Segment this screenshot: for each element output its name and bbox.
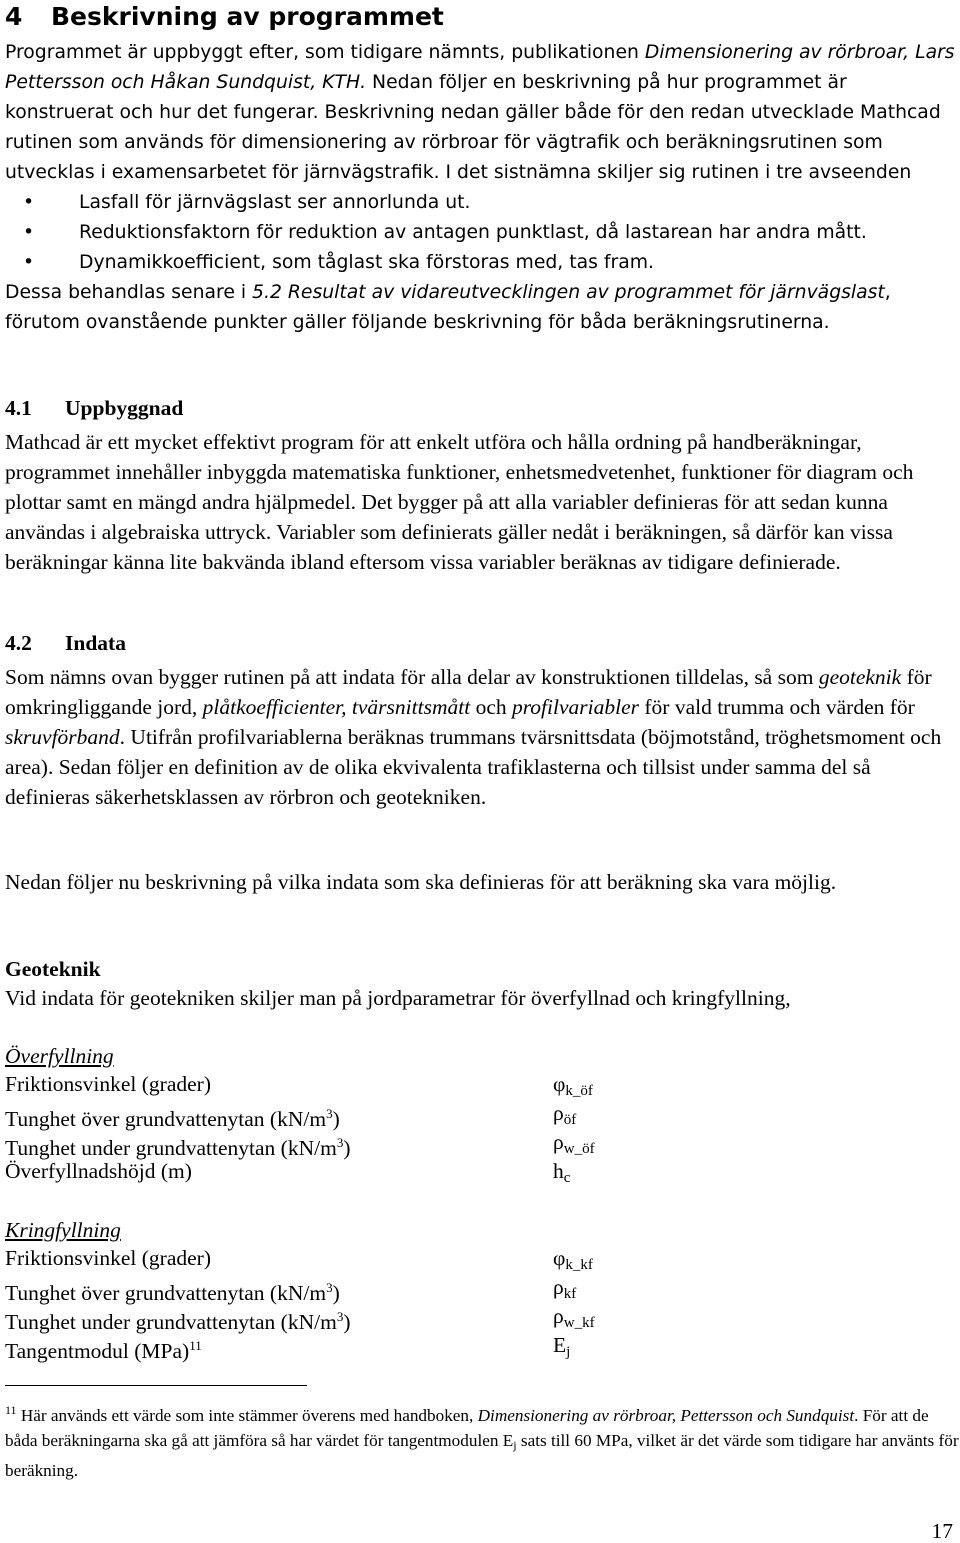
- parameter-row: [5, 1099, 957, 1131]
- list-item: [5, 218, 955, 248]
- parameter-label: Tunghet under grundvattenytan (kN/m: [5, 1310, 337, 1334]
- geoteknik-text: Vid indata för geotekniken skiljer man på jordparametrar för överfyllnad och kringfyllning,: [5, 986, 791, 1010]
- parameter-label: Friktionsvinkel (grader): [5, 1246, 211, 1270]
- symbol-base: ρ: [553, 1101, 564, 1125]
- section-42-paragraph-2: [5, 867, 957, 897]
- footnote: [5, 1398, 960, 1483]
- parameter-label: Tangentmodul (MPa): [5, 1339, 190, 1363]
- parameter-row: [5, 1331, 957, 1363]
- text-run: för vald trumma och värden för: [639, 695, 915, 719]
- intro-text-2: Nedan följer en beskrivning på hur programmet är konstruerat och hur det fungerar. Beskrivning nedan gäller både för den redan utvecklade Mathcad rutinen som används för dimensionering av rörbroar för vägtrafik och beräkningsrutinen som utvecklas i examensarbetet för järnvägstrafik. I det sistnämna skiljer sig rutinen i tre avseenden: [5, 72, 941, 183]
- footnote-reference: 11: [189, 1338, 202, 1353]
- section-41-body: [5, 427, 957, 577]
- emphasis: skruvförband: [5, 725, 120, 749]
- parameter-label-end: ): [332, 1107, 340, 1131]
- parameter-row: [5, 1128, 957, 1160]
- unit-exponent: 3: [326, 1280, 333, 1295]
- symbol-base: φ: [553, 1246, 566, 1270]
- list-item-text: Dynamikkoefficient, som tåglast ska förstoras med, tas fram.: [79, 252, 654, 273]
- text-run: . Utifrån profilvariablerna beräknas trummans tvärsnittsdata (böjmotstånd, tröghetsmoment och area). Sedan följer en definition av de olika ekvivalenta trafiklasterna och tillsist under samma del så definieras säkerhetsklassen av rörbron och geotekniken.: [5, 725, 942, 809]
- symbol-base: φ: [553, 1072, 566, 1096]
- section-heading-42: [5, 628, 957, 658]
- symbol-base: ρ: [553, 1130, 564, 1154]
- bullet-icon: •: [23, 192, 35, 213]
- symbol-subscript: j: [566, 1344, 571, 1360]
- section-42-body: [5, 662, 957, 812]
- section-number: 4.1: [5, 396, 32, 420]
- chapter-heading: [5, 0, 444, 34]
- geoteknik-heading: Geoteknik: [5, 957, 101, 981]
- symbol-base: ρ: [553, 1275, 564, 1299]
- emphasis: profilvariabler: [511, 695, 639, 719]
- parameter-label: Tunghet under grundvattenytan (kN/m: [5, 1136, 337, 1160]
- symbol-base: ρ: [553, 1304, 564, 1328]
- page-number: 17: [931, 1519, 953, 1543]
- parameter-row: [5, 1070, 957, 1099]
- parameter-row: [5, 1157, 957, 1186]
- symbol-base: h: [553, 1159, 564, 1183]
- parameter-symbol: [553, 1157, 570, 1193]
- emphasis: geoteknik: [818, 665, 902, 689]
- symbol-subscript: w_öf: [563, 1141, 595, 1157]
- emphasis: plåtkoefficienter, tvärsnittsmått: [202, 695, 471, 719]
- closing-text-2: , förutom ovanstående punkter gäller följande beskrivning för båda beräkningsrutinerna.: [5, 282, 891, 333]
- paragraph-text: Nedan följer nu beskrivning på vilka indata som ska definieras för att beräkning ska vara möjlig.: [5, 870, 837, 894]
- difference-list: [5, 188, 955, 278]
- symbol-subscript: k_öf: [565, 1083, 593, 1099]
- symbol-base: E: [553, 1333, 567, 1357]
- parameter-label: Överfyllnadshöjd (m): [5, 1159, 192, 1183]
- section-title: Uppbyggnad: [65, 396, 184, 420]
- kringfyllning-heading: Kringfyllning: [5, 1218, 121, 1242]
- symbol-subscript: k_kf: [565, 1257, 593, 1273]
- parameter-row: [5, 1273, 957, 1305]
- symbol-subscript: öf: [563, 1112, 577, 1128]
- list-item: [5, 188, 955, 218]
- unit-exponent: 3: [336, 1309, 344, 1324]
- intro-closing: [5, 278, 955, 338]
- footnote-subscript: j: [513, 1438, 517, 1452]
- parameter-row: [5, 1244, 957, 1273]
- bullet-icon: •: [23, 252, 35, 273]
- section-number: 4.2: [5, 631, 32, 655]
- intro-section: [5, 38, 955, 338]
- chapter-number: 4: [5, 2, 23, 31]
- parameter-label: Tunghet över grundvattenytan (kN/m: [5, 1107, 327, 1131]
- footnote-mark: 11: [5, 1403, 17, 1417]
- footnote-separator: [5, 1385, 307, 1386]
- intro-text-1: Programmet är uppbyggt efter, som tidigare nämnts, publikationen: [5, 42, 645, 63]
- symbol-subscript: w_kf: [563, 1315, 595, 1331]
- section-42-paragraph-1: [5, 662, 957, 812]
- list-item-text: Lasfall för järnvägslast ser annorlunda ut.: [79, 192, 471, 213]
- parameter-label: Tunghet över grundvattenytan (kN/m: [5, 1281, 327, 1305]
- parameter-label-end: ): [332, 1281, 340, 1305]
- symbol-subscript: c: [563, 1170, 571, 1186]
- parameter-label-end: ): [343, 1310, 351, 1334]
- parameter-label: Friktionsvinkel (grader): [5, 1072, 211, 1096]
- intro-paragraph: [5, 38, 955, 188]
- footnote-text: . För att de båda beräkningarna ska gå att jämföra så har värdet för tangentmodulen E: [5, 1406, 929, 1450]
- symbol-subscript: kf: [563, 1286, 577, 1302]
- footnote-text: Här används ett värde som inte stämmer överens med handboken,: [16, 1406, 478, 1425]
- text-run: för omkringliggande jord,: [5, 665, 932, 719]
- list-item: [5, 248, 955, 278]
- section-heading-41: [5, 393, 957, 423]
- closing-text-1: Dessa behandlas senare i: [5, 282, 253, 303]
- closing-reference: 5.2 Resultat av vidareutvecklingen av programmet för järnvägslast: [252, 282, 885, 303]
- parameter-symbol: [553, 1331, 570, 1367]
- unit-exponent: 3: [326, 1106, 333, 1121]
- overfyllning-heading: Överfyllning: [5, 1044, 114, 1068]
- bullet-icon: •: [23, 222, 35, 243]
- section-41-paragraph: Mathcad är ett mycket effektivt program för att enkelt utföra och hålla ordning på handberäkningar, programmet innehåller inbyggda matematiska funktioner, enhetsmedvetenhet, funktioner för diagram och plottar samt en mängd andra hjälpmedel. Det bygger på att alla variabler definieras för att sedan kunna användas i algebraiska uttryck. Variabler som definierats gäller nedåt i beräkningen, så därför kan vissa beräkningar känna lite bakvända ibland eftersom vissa variabler beräknas av tidigare definierade.: [5, 430, 914, 574]
- list-item-text: Reduktionsfaktorn för reduktion av antagen punktlast, då lastarean har andra mått.: [79, 222, 867, 243]
- parameter-row: [5, 1302, 957, 1334]
- chapter-title: Beskrivning av programmet: [51, 2, 444, 31]
- footnote-text: sats till 60 MPa, vilket är det värde som tidigare har använts för beräkning.: [5, 1431, 959, 1480]
- text-run: Som nämns ovan bygger rutinen på att indata för alla delar av konstruktionen tilldelas, så som: [5, 665, 819, 689]
- parameter-label-end: ): [343, 1136, 351, 1160]
- text-run: och: [470, 695, 512, 719]
- unit-exponent: 3: [336, 1135, 344, 1150]
- section-title: Indata: [65, 631, 126, 655]
- intro-reference: Dimensionering av rörbroar, Lars Pettersson och Håkan Sundquist, KTH.: [5, 42, 955, 93]
- footnote-reference-title: Dimensionering av rörbroar, Pettersson och Sundquist: [477, 1406, 855, 1425]
